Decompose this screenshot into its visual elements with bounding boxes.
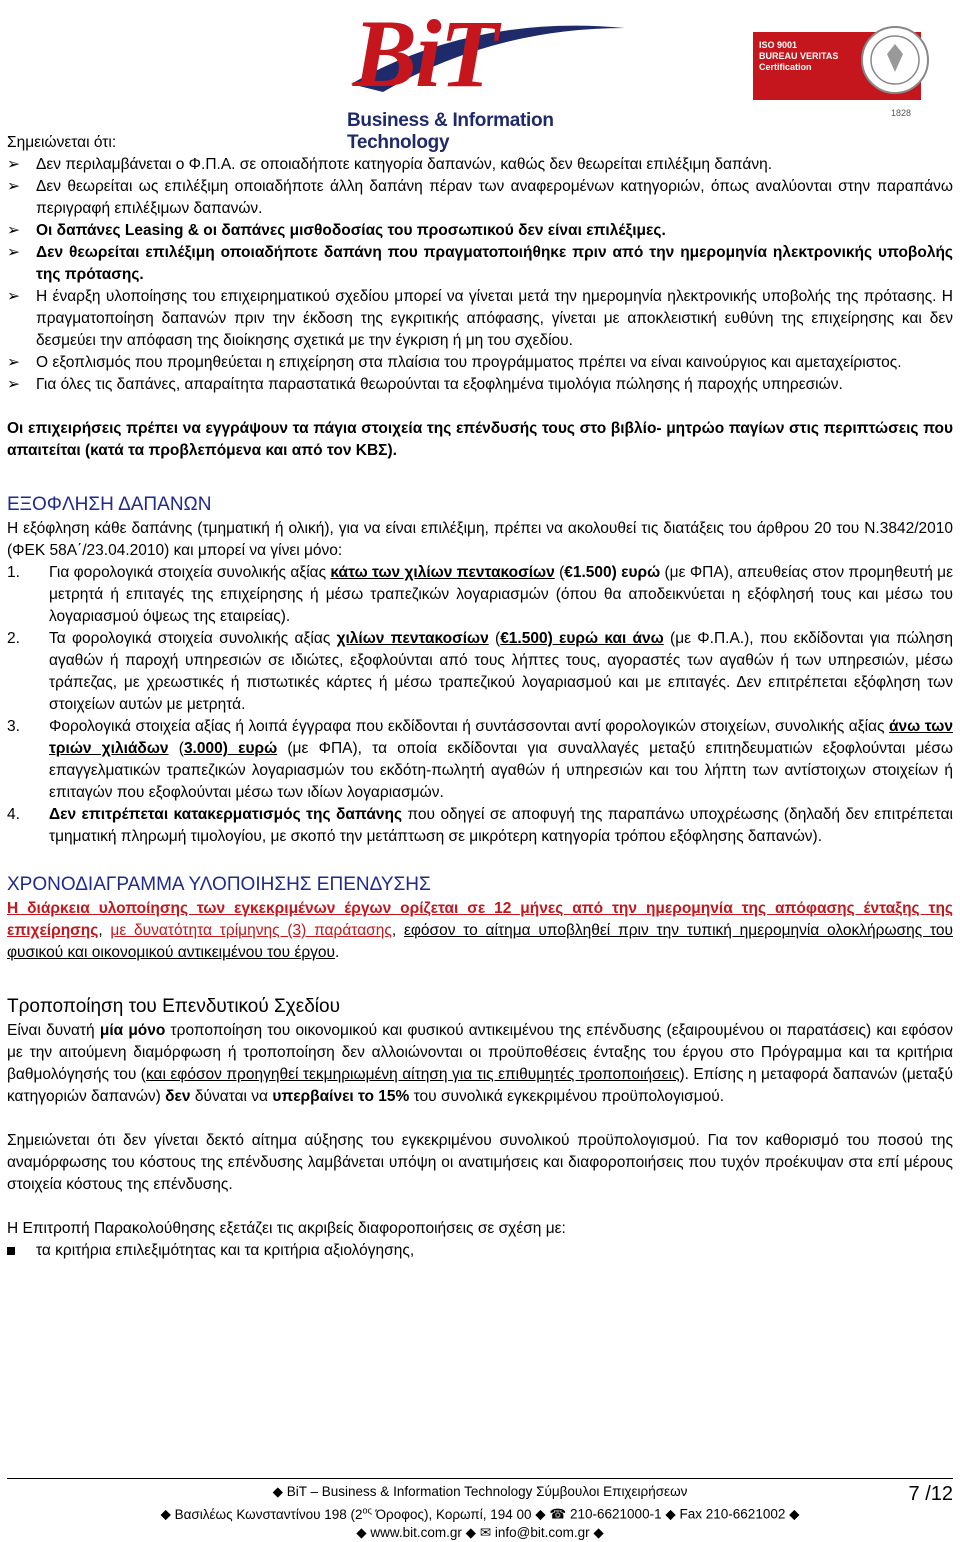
list-item: 1. Για φορολογικά στοιχεία συνολικής αξίας κάτω των χιλίων πεντακοσίων (€1.500) ευρώ (με ΦΠΑ), απευθείας στον προμηθευτή με μετρητά ή επιταγές της επιχείρησης ή μέσω τραπεζικών λογαριασμών (όπου θα αποδεικνύεται η εξόφλησή τους και μέσω του λογαριασμού όψεως της εταιρείας). xyxy=(7,564,953,625)
list-item: ➢ Δεν θεωρείται ως επιλέξιμη οποιαδήποτε άλλη δαπάνη πέραν των αναφερομένων κατηγοριών, όπως αναλύονται στην παραπάνω περιγραφή επιλέξιμων δαπανών. xyxy=(7,178,953,217)
arrow-bullet-icon: ➢ xyxy=(7,178,20,195)
bit-logo xyxy=(343,0,633,153)
modification-p2: Σημειώνεται ότι δεν γίνεται δεκτό αίτημα αύξησης του εγκεκριμένου συνολικού προϋπολογισμού. Για τον καθορισμό του ποσού της αναμόρφωσης του κόστους της επένδυσης λαμβάνεται υπόψη οι ανατιμήσεις και διαφοροποιήσεις που τυχόν προέκυψαν στα επί μέρους στοιχεία κόστους της επένδυσης. xyxy=(7,1132,953,1193)
page-number: 7 /12 xyxy=(908,1483,953,1505)
criteria-list xyxy=(7,1240,953,1262)
square-bullet-icon xyxy=(7,1247,15,1255)
payment-intro: Η εξόφληση κάθε δαπάνης (τμηματική ή ολική), για να είναι επιλέξιμη, πρέπει να ακολουθεί τις διατάξεις του άρθρου 20 του Ν.3842/2010 (ΦΕΚ 58Α΄/23.04.2010) και μπορεί να γίνει μόνο: xyxy=(7,520,953,559)
list-item: ➢ Οι δαπάνες Leasing & οι δαπάνες μισθοδοσίας του προσωπικού δεν είναι επιλέξιμες. xyxy=(7,220,953,242)
list-item: 4. Δεν επιτρέπεται κατακερματισμός της δαπάνης που οδηγεί σε αποφυγή της παραπάνω υποχρέωσης (δηλαδή δεν επιτρέπεται τμηματική πληρωμή τιμολογίου, με σκοπό την μετάπτωση σε μικρότερη κατηγορία τρόπου εξόφλησης δαπανών). xyxy=(7,806,954,845)
mail-icon: ✉ xyxy=(479,1524,492,1540)
list-item: τα κριτήρια επιλεξιμότητας και τα κριτήρια αξιολόγησης, xyxy=(7,1240,953,1262)
diamond-icon: ◆ xyxy=(665,1506,676,1522)
arrow-bullet-icon: ➢ xyxy=(7,222,20,239)
arrow-bullet-icon: ➢ xyxy=(7,376,20,393)
modification-p3: Η Επιτροπή Παρακολούθησης εξετάζει τις ακριβείς διαφοροποιήσεις σε σχέση με: xyxy=(7,1220,566,1237)
phone-icon: ☎ xyxy=(549,1506,567,1522)
list-item: ➢ Ο εξοπλισμός που προμηθεύεται η επιχείρηση στα πλαίσια του προγράμματος πρέπει να είναι καινούργιος και αμεταχείριστος. xyxy=(7,352,953,374)
certification-badge xyxy=(753,32,921,118)
cert-label: Certification xyxy=(759,62,812,72)
diamond-icon: ◆ xyxy=(356,1524,367,1540)
notes-list xyxy=(7,154,953,396)
diamond-icon: ◆ xyxy=(465,1524,477,1540)
diamond-icon: ◆ xyxy=(160,1506,171,1522)
arrow-bullet-icon: ➢ xyxy=(7,156,20,173)
notes-intro: Σημειώνεται ότι: xyxy=(7,134,117,151)
footer-web-link[interactable]: www.bit.com.gr xyxy=(370,1524,462,1540)
diamond-icon: ◆ xyxy=(535,1506,546,1522)
list-item: ➢ Δεν θεωρείται επιλέξιμη οποιαδήποτε δαπάνη που πραγματοποιήθηκε πριν από την ημερομηνία ηλεκτρονικής υποβολής της πρότασης. xyxy=(7,244,953,283)
schedule-text: Η διάρκεια υλοποίησης των εγκεκριμένων έργων ορίζεται σε 12 μήνες από την ημερομηνία της απόφασης ένταξης της επιχείρησης, με δυνατότητα τρίμηνης (3) παράτασης, εφόσον το αίτημα υποβληθεί πριν την τυπική ημερομηνία ολοκλήρωσης του φυσικού και οικονομικού αντικειμένου του έργου. xyxy=(7,900,954,961)
payment-list xyxy=(7,562,953,848)
logo-word: BiT xyxy=(353,0,497,107)
payment-heading: ΕΞΟΦΛΗΣΗ ΔΑΠΑΝΩΝ xyxy=(7,494,212,515)
arrow-bullet-icon: ➢ xyxy=(7,244,20,261)
footer-address: Βασιλέως Κωνσταντίνου 198 ($2^{o\varsigma}$ Όροφος), Κορωπί, 194 00 xyxy=(174,1505,532,1522)
arrow-bullet-icon: ➢ xyxy=(7,354,20,371)
diamond-icon: ◆ xyxy=(593,1524,604,1540)
modification-heading: Τροποποίηση του Επενδυτικού Σχεδίου xyxy=(7,996,340,1017)
diamond-icon: ◆ xyxy=(272,1484,283,1499)
list-item: ➢ Για όλες τις δαπάνες, απαραίτητα παραστατικά θεωρούνται τα εξοφλημένα τιμολόγια πώλησης ή παροχής υπηρεσιών. xyxy=(7,374,953,396)
list-item: ➢ Δεν περιλαμβάνεται ο Φ.Π.Α. σε οποιαδήποτε κατηγορία δαπανών, καθώς δεν θεωρείται επιλέξιμη δαπάνη. xyxy=(7,154,953,176)
list-item: ➢ Η έναρξη υλοποίησης του επιχειρηματικού σχεδίου μπορεί να γίνεται μετά την ημερομηνία ηλεκτρονικής υποβολής της πρότασης. Η πραγματοποίηση δαπανών πριν την έκδοση της εγκριτικής απόφασης, γίνεται με αποκλειστική ευθύνη της επιχείρησης και δεν δεσμεύει την απόφαση της διοίκησης σχετικά με την έγκριση ή μη του σχεδίου. xyxy=(7,288,953,349)
arrow-bullet-icon: ➢ xyxy=(7,288,20,305)
page-footer xyxy=(7,1478,953,1542)
fixed-assets-note: Οι επιχειρήσεις πρέπει να εγγράψουν τα πάγια στοιχεία της επένδυσής τους στο βιβλίο- μητρώο παγίων στις περιπτώσεις που απαιτείται (κατά τα προβλεπόμενα και από τον ΚΒΣ). xyxy=(7,420,953,459)
modification-p1: Είναι δυνατή μία μόνο τροποποίηση του οικονομικού και φυσικού αντικειμένου της επένδυσης (εξαιρουμένου οι παρατάσεις) και εφόσον με την αιτούμενη διαμόρφωση ή τροποποίηση δεν αλλοιώνονται οι προϋποθέσεις ένταξης του έργου στο Πρόγραμμα και τα κριτήρια βαθμολόγησής του (και εφόσον προηγηθεί τεκμηριωμένη αίτηση για τις επιθυμητές τροποποιήσεις). Επίσης η μεταφορά δαπανών (μεταξύ κατηγοριών δαπανών) δεν δύναται να υπερβαίνει το 15% του συνολικά εγκεκριμένου προϋπολογισμού. xyxy=(7,1022,953,1105)
footer-phone: 210-6621000-1 xyxy=(570,1506,662,1522)
logo-tagline: Business & Information Technology xyxy=(347,110,554,153)
footer-company: BiT – Business & Information Technology Σύμβουλοι Επιχειρήσεων xyxy=(286,1484,688,1499)
bureau-veritas-seal-icon xyxy=(859,24,931,96)
footer-fax: Fax 210-6621002 xyxy=(679,1506,786,1522)
cert-year: 1828 xyxy=(890,108,911,118)
list-item: 3. Φορολογικά στοιχεία αξίας ή λοιπά έγγραφα που εκδίδονται ή συντάσσονται αντί φορολογικών στοιχείων, συνολικής αξίας άνω των τριών χιλιάδων (3.000) ευρώ (με ΦΠΑ), τα οποία εκδίδονται για συναλλαγές μεταξύ επιτηδευματιών εξοφλούνται μέσω επαγγελματικών τραπεζικών λογαριασμών του εκδότη-πωλητή αγαθών ή υπηρεσιών και του λήπτη των αντίστοιχων στοιχείων ή επιταγών που εξοφλούνται μέσω των ιδίων λογαριασμών. xyxy=(7,718,954,801)
list-item: 2. Τα φορολογικά στοιχεία συνολικής αξίας χιλίων πεντακοσίων (€1.500) ευρώ και άνω (με Φ.Π.Α.), που εκδίδονται για πώληση αγαθών ή παροχή υπηρεσιών σε ιδιώτες, εξοφλούνται από τους λήπτες τους, αγοραστές των αγαθών ή των υπηρεσιών, μέσω τράπεζας, με χρεωστικές ή πιστωτικές κάρτες ή μέσω τραπεζικού λογαριασμού και με επιταγές. Δεν επιτρέπεται εξόφληση των στοιχείων αυτών με μετρητά. xyxy=(7,630,953,713)
cert-iso: ISO 9001 xyxy=(759,40,798,50)
cert-bureau: BUREAU VERITAS xyxy=(759,51,839,61)
schedule-heading: ΧΡΟΝΟΔΙΑΓΡΑΜΜΑ ΥΛΟΠΟΙΗΣΗΣ ΕΠΕΝΔΥΣΗΣ xyxy=(7,874,431,895)
footer-email-link[interactable]: info@bit.com.gr xyxy=(494,1524,590,1540)
document-page xyxy=(7,0,953,1262)
diamond-icon: ◆ xyxy=(789,1506,800,1522)
